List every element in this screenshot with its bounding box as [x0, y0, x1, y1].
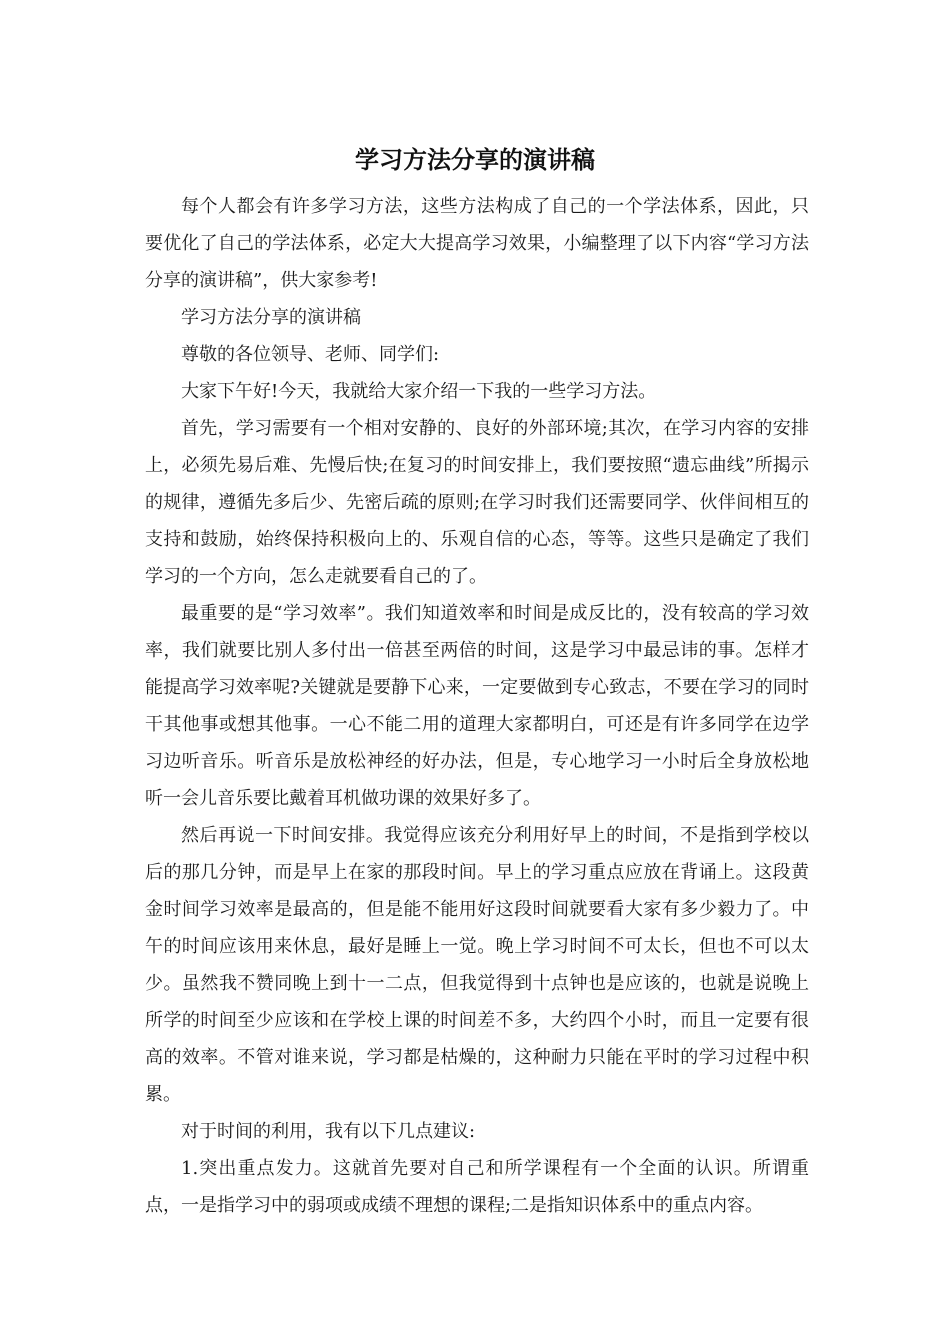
paragraph-intro: 每个人都会有许多学习方法，这些方法构成了自己的一个学法体系，因此，只要优化了自己的学法体系，必定大大提高学习效果，小编整理了以下内容“学习方法分享的演讲稿”，供大家参考! [145, 196, 809, 291]
paragraph-speech-heading: 学习方法分享的演讲稿 [181, 307, 361, 328]
document-title: 学习方法分享的演讲稿 [355, 146, 595, 174]
paragraph-greeting: 大家下午好!今天，我就给大家介绍一下我的一些学习方法。 [181, 381, 657, 402]
paragraph-efficiency: 最重要的是“学习效率”。我们知道效率和时间是成反比的，没有较高的学习效率，我们就要比别人多付出一倍甚至两倍的时间，这是学习中最忌讳的事。怎样才能提高学习效率呢?关键就是要静下心来，一定要做到专心致志，不要在学习的同时干其他事或想其他事。一心不能二用的道理大家都明白，可还是有许多同学在边学习边听音乐。听音乐是放松神经的好办法，但是，专心地学习一小时后全身放松地听一会儿音乐要比戴着耳机做功课的效果好多了。 [145, 603, 809, 809]
document-body [145, 188, 809, 1224]
paragraph-time-arrangement: 然后再说一下时间安排。我觉得应该充分利用好早上的时间，不是指到学校以后的那几分钟，而是早上在家的那段时间。早上的学习重点应放在背诵上。这段黄金时间学习效率是最高的，但是能不能用好这段时间就要看大家有多少毅力了。中午的时间应该用来休息，最好是睡上一觉。晚上学习时间不可太长，但也不可以太少。虽然我不赞同晚上到十一二点，但我觉得到十点钟也是应该的，也就是说晚上所学的时间至少应该和在学校上课的时间差不多，大约四个小时，而且一定要有很高的效率。不管对谁来说，学习都是枯燥的，这种耐力只能在平时的学习过程中积累。 [145, 825, 809, 1105]
paragraph-salutation: 尊敬的各位领导、老师、同学们: [181, 344, 440, 365]
paragraph-suggestion-1: 1.突出重点发力。这就首先要对自己和所学课程有一个全面的认识。所谓重点，一是指学习中的弱项或成绩不理想的课程;二是指知识体系中的重点内容。 [145, 1158, 809, 1216]
paragraph-suggestions-intro: 对于时间的利用，我有以下几点建议: [181, 1121, 476, 1142]
paragraph-environment: 首先，学习需要有一个相对安静的、良好的外部环境;其次，在学习内容的安排上，必须先易后难、先慢后快;在复习的时间安排上，我们要按照“遗忘曲线”所揭示的规律，遵循先多后少、先密后疏的原则;在学习时我们还需要同学、伙伴间相互的支持和鼓励，始终保持积极向上的、乐观自信的心态，等等。这些只是确定了我们学习的一个方向，怎么走就要看自己的了。 [145, 418, 809, 587]
